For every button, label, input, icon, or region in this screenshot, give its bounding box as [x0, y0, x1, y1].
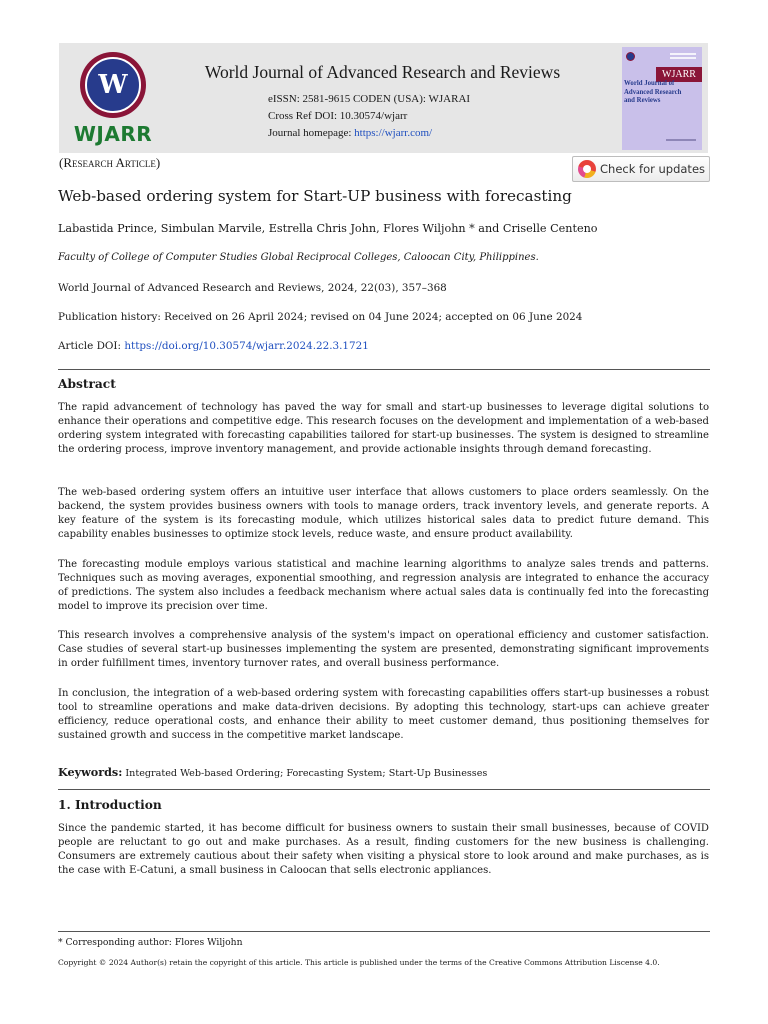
- affiliation: Faculty of College of Computer Studies Global Reciprocal Colleges, Caloocan City, Philippines.: [58, 252, 539, 263]
- keywords-value: Integrated Web-based Ordering; Forecasting System; Start-Up Businesses: [122, 768, 488, 779]
- cover-footer-line: [666, 139, 696, 141]
- abstract-paragraph: In conclusion, the integration of a web-based ordering system with forecasting capabilities offers start-up businesses a robust tool to streamline operations and make data-driven decisions. By adopting this technology, start-ups can achieve greater efficiency, reduce operational costs, and enhance their ability to meet customer demand, thus positioning themselves for sustained growth and success in the competitive market landscape.: [58, 688, 709, 742]
- cover-journal-name: World Journal of Advanced Research and Reviews: [624, 80, 682, 104]
- crossref-line: Cross Ref DOI: 10.30574/wjarr: [268, 110, 408, 122]
- journal-cover: [622, 47, 702, 150]
- check-updates-label: Check for updates: [600, 162, 706, 176]
- article-type: (Research Article): [59, 155, 161, 170]
- divider: [58, 789, 710, 790]
- citation: World Journal of Advanced Research and Reviews, 2024, 22(03), 357–368: [58, 282, 447, 294]
- introduction-heading: 1. Introduction: [58, 798, 162, 812]
- doi-label: Article DOI:: [58, 340, 125, 352]
- cover-line: [670, 53, 696, 55]
- abstract-paragraph: The rapid advancement of technology has paved the way for small and start-up businesses to leverage digital solutions to enhance their operations and competitive edge. This research focuses on the development and implementation of a web-based ordering system integrated with forecasting capabilities tailored for start-up businesses. The system is designed to streamline the ordering process, improve inventory management, and provide actionable insights through demand forecasting.: [58, 402, 709, 456]
- logo-core: [85, 57, 141, 113]
- copyright-notice: Copyright © 2024 Author(s) retain the copyright of this article. This article is published under the terms of the Creative Commons Attribution Liscense 4.0.: [58, 958, 660, 967]
- journal-logo: [71, 52, 155, 148]
- logo-letter: W: [98, 70, 128, 100]
- cover-abbr: WJARR: [656, 67, 702, 82]
- check-for-updates-button[interactable]: [572, 156, 710, 182]
- abstract-heading: Abstract: [58, 377, 116, 391]
- homepage-link[interactable]: https://wjarr.com/: [354, 127, 433, 139]
- journal-title: World Journal of Advanced Research and Reviews: [204, 62, 561, 82]
- author-list: Labastida Prince, Simbulan Marvile, Estrella Chris John, Flores Wiljohn * and Criselle Centeno: [58, 222, 598, 235]
- homepage-line: [268, 125, 605, 142]
- publication-history: Publication history: Received on 26 April 2024; revised on 04 June 2024; accepted on 06 June 2024: [58, 311, 583, 323]
- cover-logo-icon: [626, 52, 635, 61]
- footnote-divider: [58, 931, 710, 932]
- cover-line: [670, 57, 696, 59]
- doi-link[interactable]: https://doi.org/10.30574/wjarr.2024.22.3.1721: [124, 340, 369, 352]
- logo-text: WJARR: [73, 122, 153, 146]
- divider: [58, 369, 710, 370]
- article-doi: [58, 340, 369, 352]
- homepage-label: Journal homepage:: [268, 127, 355, 139]
- abstract-paragraph: The forecasting module employs various statistical and machine learning algorithms to analyze sales trends and patterns. Techniques such as moving averages, exponential smoothing, and regression analysis are integrated to enhance the accuracy of predictions. The system also includes a feedback mechanism where actual sales data is continually fed into the forecasting model to improve its precision over time.: [58, 559, 709, 613]
- corresponding-author: * Corresponding author: Flores Wiljohn: [58, 937, 243, 948]
- issn-line: eISSN: 2581-9615 CODEN (USA): WJARAI: [268, 93, 471, 105]
- journal-info: [160, 62, 605, 142]
- keywords: [58, 761, 487, 780]
- keywords-label: Keywords:: [58, 765, 123, 779]
- abstract-paragraph: This research involves a comprehensive analysis of the system's impact on operational efficiency and customer satisfaction. Case studies of several start-up businesses implementing the system are presented, demonstrating significant improvements in order fulfillment times, inventory turnover rates, and overall business performance.: [58, 630, 709, 670]
- paper-title: Web-based ordering system for Start-UP business with forecasting: [58, 187, 572, 205]
- introduction-paragraph: Since the pandemic started, it has become difficult for business owners to sustain their small businesses, because of COVID people are reluctant to go out and make purchases. As a result, finding customers for the new business is challenging. Consumers are extremely cautious about their safety when visiting a physical store to look around and make purchases, as is the case with E-Catuni, a small business in Caloocan that sells electronic appliances.: [58, 823, 709, 877]
- abstract-paragraph: The web-based ordering system offers an intuitive user interface that allows customers to place orders seamlessly. On the backend, the system provides business owners with tools to manage orders, track inventory levels, and generate reports. A key feature of the system is its forecasting module, which utilizes historical sales data to predict future demand. This capability enables businesses to optimize stock levels, reduce waste, and ensure product availability.: [58, 487, 709, 541]
- crossmark-icon: [578, 160, 596, 178]
- journal-meta: [160, 91, 605, 142]
